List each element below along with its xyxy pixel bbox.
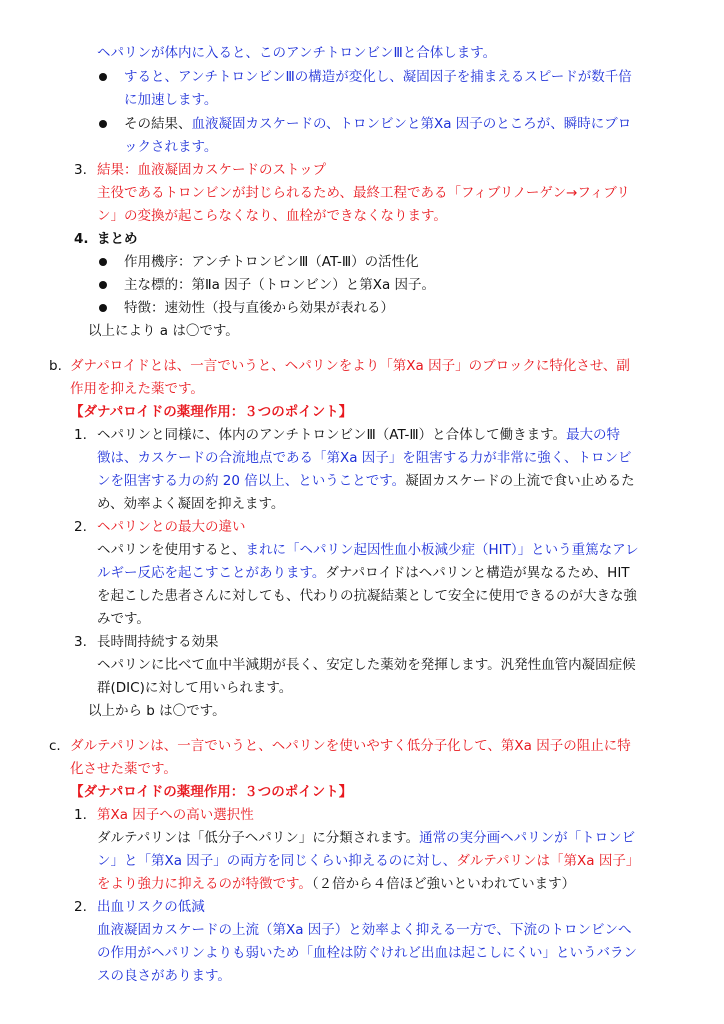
heparin-bullet-1-cont: に加速します。 — [124, 92, 218, 108]
conclusion: 以上から b は〇です。 — [88, 703, 226, 719]
summary-item: 主な標的：第Ⅱa 因子（トロンビン）と第Ⅹa 因子。 — [124, 277, 436, 293]
section-letter: c. — [49, 738, 61, 754]
point-line: ヘパリンと同様に、体内のアンチトロンビンⅢ（AT-Ⅲ）と合体して働きます。最大の特 — [97, 427, 621, 443]
point-line: スの良さがあります。 — [97, 968, 231, 984]
point-line: ヘパリンを使用すると、まれに「ヘパリン起因性血小板減少症（HIT）」という重篤なアレ — [97, 542, 639, 558]
item-number: 2. — [74, 899, 87, 915]
section-letter: b. — [49, 358, 62, 374]
point-line: 群(DIC)に対して用いられます。 — [97, 680, 293, 696]
bullet-icon — [99, 73, 107, 81]
point-title: 第Ⅹa 因子への高い選択性 — [97, 807, 254, 823]
bullet-icon — [99, 281, 107, 289]
danaparoid-intro-cont: 作用を抑えた薬です。 — [70, 381, 204, 397]
summary-title: まとめ — [97, 231, 138, 247]
item-number: 1. — [74, 807, 87, 823]
point-line: みです。 — [97, 611, 150, 627]
item-number: 4. — [74, 231, 89, 247]
bullet-icon — [99, 304, 107, 312]
bullet-icon — [99, 120, 107, 128]
result-title: 結果：血液凝固カスケードのストップ — [97, 162, 327, 178]
conclusion: 以上により a は〇です。 — [88, 323, 239, 339]
point-line: ダルテパリンは「低分子ヘパリン」に分類されます。通常の実分画ヘパリンが「トロンビ — [97, 830, 636, 846]
item-number: 3. — [74, 162, 87, 178]
item-number: 1. — [74, 427, 87, 443]
point-line: の作用がヘパリンよりも弱いため「血栓は防ぐけれど出血は起こしにくい」というバラン — [97, 945, 637, 961]
point-line: を起こした患者さんに対しても、代わりの抗凝結薬として安全に使用できるのが大きな強 — [97, 588, 637, 604]
heparin-bullet-1: すると、アンチトロンビンⅢの構造が変化し、凝固因子を捕まえるスピードが数千倍 — [124, 69, 632, 85]
section-heading: 【ダナパロイドの薬理作用：３つのポイント】 — [70, 784, 353, 800]
point-title: 長時間持続する効果 — [97, 634, 219, 650]
point-title: ヘパリンとの最大の違い — [97, 519, 246, 535]
result-line: ン」の変換が起こらなくなり、血栓ができなくなります。 — [97, 208, 447, 224]
point-line: ンを阻害する力の約 20 倍以上、ということです。凝固カスケードの上流で食い止めるた — [97, 473, 635, 489]
dalteparin-intro: ダルテパリンは、一言でいうと、ヘパリンを使いやすく低分子化して、第Ⅹa 因子の阻止に特 — [70, 738, 631, 754]
point-line: め、効率よく凝固を抑えます。 — [97, 496, 285, 512]
danaparoid-intro: ダナパロイドとは、一言でいうと、ヘパリンをより「第Ⅹa 因子」のブロックに特化させ、副 — [70, 358, 630, 374]
dalteparin-intro-cont: 化させた薬です。 — [70, 761, 177, 777]
point-line: ルギー反応を起こすことがあります。ダナパロイドはヘパリンと構造が異なるため、HIT — [97, 565, 630, 581]
point-line: 徴は、カスケードの合流地点である「第Ⅹa 因子」を阻害する力が非常に強く、トロンビ — [97, 450, 632, 466]
bullet-icon — [99, 258, 107, 266]
heparin-bullet-2: その結果、血液凝固カスケードの、トロンビンと第Ⅹa 因子のところが、瞬時にブロ — [124, 116, 632, 132]
point-title: 出血リスクの低減 — [97, 899, 205, 915]
point-line: をより強力に抑えるのが特徴です。（２倍から４倍ほど強いといわれています） — [97, 876, 576, 892]
section-heading: 【ダナパロイドの薬理作用：３つのポイント】 — [70, 404, 353, 420]
item-number: 3. — [74, 634, 87, 650]
item-number: 2. — [74, 519, 87, 535]
point-line: ヘパリンに比べて血中半減期が長く、安定した薬効を発揮します。汎発性血管内凝固症候 — [97, 657, 636, 673]
point-line: 血液凝固カスケードの上流（第Ⅹa 因子）と効率よく抑える一方で、下流のトロンビンへ — [97, 922, 632, 938]
summary-item: 作用機序：アンチトロンビンⅢ（AT-Ⅲ）の活性化 — [124, 254, 419, 270]
result-line: 主役であるトロンビンが封じられるため、最終工程である「フィブリノーゲン→フィブリ — [97, 185, 630, 201]
summary-item: 特徴：速効性（投与直後から効果が表れる） — [124, 300, 394, 316]
heparin-bullet-2-cont: ックされます。 — [124, 139, 218, 155]
point-line: ン」と「第Ⅹa 因子」の両方を同じくらい抑えるのに対し、ダルテパリンは「第Ⅹa 因子」 — [97, 853, 640, 869]
heparin-line: ヘパリンが体内に入ると、このアンチトロンビンⅢと合体します。 — [97, 45, 497, 61]
